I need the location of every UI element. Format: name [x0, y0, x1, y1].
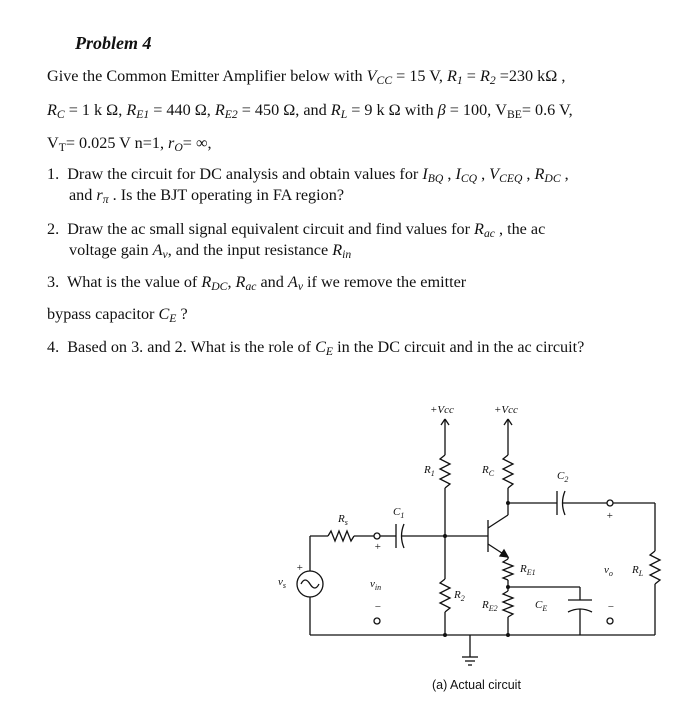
- vin-minus-sign: −: [374, 601, 382, 613]
- vin-label: $v_{in}$: [370, 578, 382, 592]
- intro-line-3: $V_T= 0.025$ V n=1, $r_O=$ ∞,: [47, 134, 212, 154]
- vo-minus-sign: −: [607, 601, 615, 613]
- rs-label: $R_s$: [338, 513, 348, 527]
- circuit-caption: (a) Actual circuit: [432, 678, 521, 692]
- question-3-line-1: 3. What is the value of $R_{DC}$, $R_{ac}$ and $A_v$ if we remove the emitter: [47, 273, 467, 293]
- intro-line-2: $R_C = 1$ k Ω, $R_{E1} = 440$ Ω, $R_{E2} = 450$ Ω, and $R_L = 9$ k Ω with β = 100, $V_{BE}= 0.6$ V,: [47, 101, 573, 121]
- vo-label: $v_o$: [604, 564, 613, 578]
- re2-label: $R_{E2}$: [482, 599, 498, 613]
- question-2-line-2: voltage gain $A_v$, and the input resistance $R_{in}$: [69, 241, 352, 261]
- vcc-label-1: +Vcc: [430, 404, 454, 416]
- vcc-label-2: +Vcc: [494, 404, 518, 416]
- vo-plus-sign: +: [606, 510, 614, 522]
- vin-plus-sign: +: [374, 541, 382, 553]
- r2-label: $R_2$: [454, 589, 465, 603]
- re1-label: $R_{E1}$: [520, 563, 536, 577]
- rc-label: $R_C$: [482, 464, 495, 478]
- c2-label: $C_2$: [557, 470, 569, 484]
- question-1-line-2: and $r_\pi$ . Is the BJT operating in FA region?: [69, 186, 345, 206]
- r1-label: $R_1$: [424, 464, 435, 478]
- question-4: 4. Based on 3. and 2. What is the role of $C_E$ in the DC circuit and in the ac circuit?: [47, 338, 585, 358]
- vs-label: $v_s$: [278, 576, 287, 590]
- source-plus-sign: +: [296, 562, 304, 574]
- c1-label: $C_1$: [393, 506, 405, 520]
- question-1-line-1: 1. Draw the circuit for DC analysis and obtain values for $I_{BQ}$ , $I_{CQ}$ , $V_{CEQ}$ , $R_{DC}$ ,: [47, 165, 569, 185]
- intro-line-1: Give the Common Emitter Amplifier below with $V_{CC} = 15$ V, $R_1 = R_2 =230$ kΩ ,: [47, 67, 566, 87]
- ce-label: $C_E$: [535, 599, 548, 613]
- amplifier-circuit-diagram: [270, 395, 670, 675]
- question-3-line-2: bypass capacitor $C_E$ ?: [47, 305, 188, 325]
- question-2-line-1: 2. Draw the ac small signal equivalent circuit and find values for $R_{ac}$ , the ac: [47, 220, 546, 240]
- problem-title: Problem 4: [75, 33, 152, 53]
- rl-label: $R_L$: [632, 564, 644, 578]
